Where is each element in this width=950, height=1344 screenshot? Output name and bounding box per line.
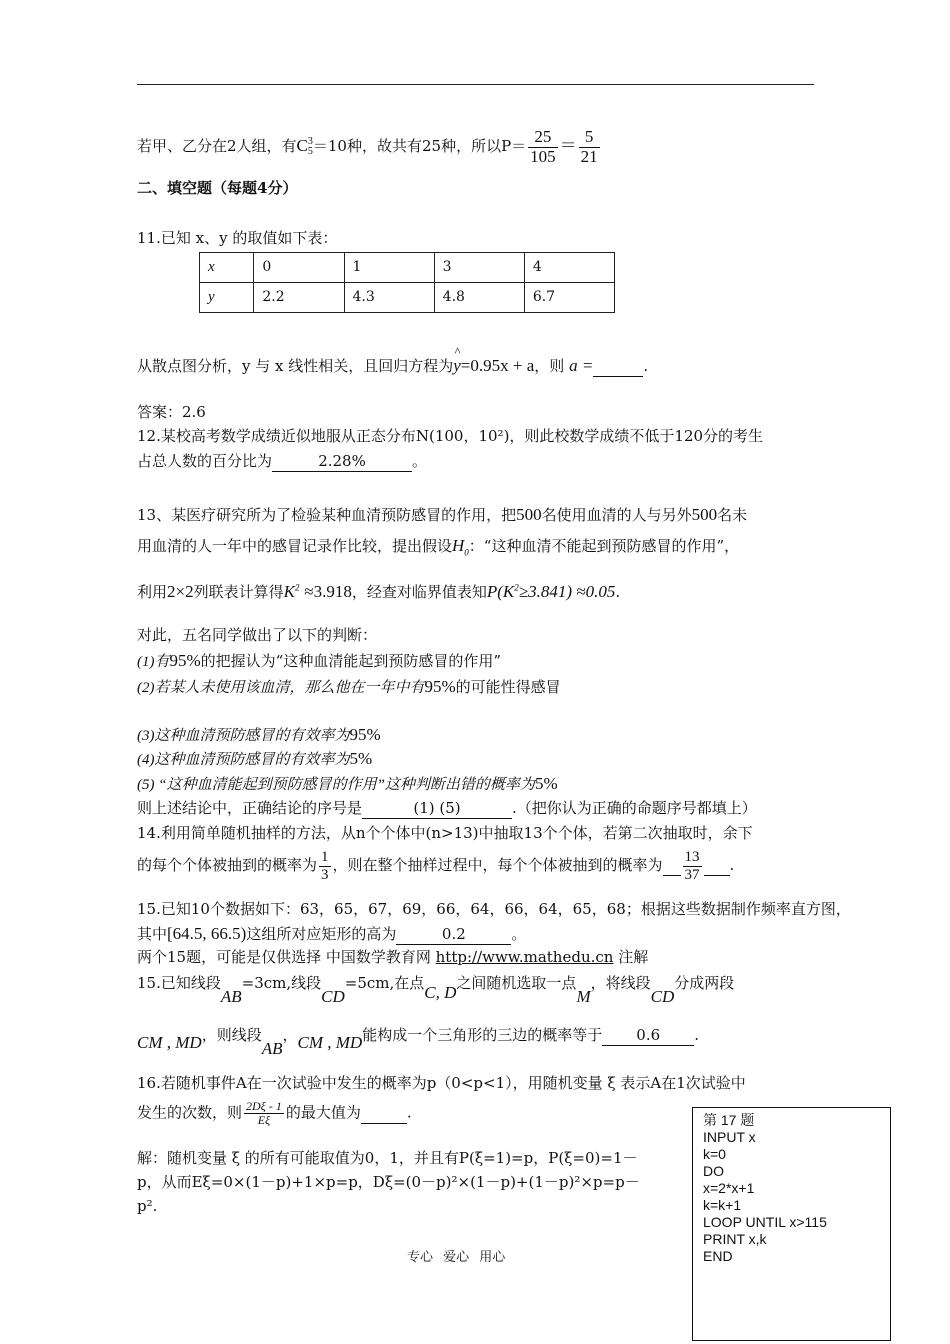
text: 。 [412,452,428,470]
fraction-13-37: $\frac{13}{37}$ [684,849,700,883]
code-line: k=k+1 [703,1197,742,1213]
percent: 95% [169,651,201,670]
q11-stem: 11.已知 x、y 的取值如下表： [137,229,338,247]
q12-line1: 12.某校高考数学成绩近似地服从正态分布N(100，10²)，则此校数学成绩不低于120分的考生 [137,427,764,445]
q17-title: 第 17 题 [703,1112,755,1128]
text: ，经查对临界值表知 [351,583,487,601]
text: 两个15题，可能是仅供选择 中国数学教育网 [137,948,436,966]
answer-blank: 2.28% [272,451,412,472]
text: 其中 [137,925,168,943]
text: 的每个个体被抽到的概率为 [137,856,318,874]
answer-blank: 0.6 [602,1025,694,1046]
text: ，将线段 [590,974,651,992]
text: 能构成一个三角形的三边的概率等于 [362,1026,603,1044]
segment-ab: AB [220,987,242,1006]
q11-regression-line [137,344,649,378]
text: . [729,856,735,874]
number: 500 [691,505,718,524]
q15b-line1 [137,972,735,1006]
code-line: DO [703,1163,724,1179]
judgment-2 [137,676,561,699]
text: 之间随机选取一点 [456,974,577,992]
header-rule [137,84,814,85]
table-cell: x [200,253,254,283]
table-cell: 0 [254,253,344,283]
answer-blank [593,356,643,377]
q16-solution-3: p². [137,1197,158,1215]
mathedu-link[interactable]: http://www.mathedu.cn [435,948,614,966]
interval: [64.5, 66.5) [167,924,247,943]
percent: 95% [349,725,381,744]
prob-result-line [137,128,602,166]
table-cell: 4 [524,253,614,283]
table-cell: 2.2 [254,283,344,313]
answer-blank [361,1103,407,1124]
section-title: 二、填空题（每题4分） [137,179,298,197]
text: ， [282,1026,298,1044]
text: 这组所对应矩形的高为 [246,925,397,943]
text: (1)有 [137,654,170,670]
regression-equation: =0.95x + a [460,356,535,375]
q11-answer: 答案：2.6 [137,403,206,421]
judgment-5 [137,773,558,796]
percent: 5% [534,774,558,793]
q15b-line2 [137,1024,700,1058]
code-line: PRINT x,k [703,1231,767,1247]
segments-cm-md: CM , MD [137,1033,202,1052]
code-line: INPUT x [703,1129,756,1145]
y-hat: ^ y [453,344,461,375]
text: 用血清的人一年中的感冒记录作比较，提出假设 [137,537,453,555]
q15a-line1: 15.已知10个数据如下：63，65，67，69，66，64，66，64，65，68；根据这些数据制作频率直方图， [137,900,851,918]
table-row [200,253,615,283]
points-c-d: C, D [424,983,457,1002]
text: 15.已知线段 [137,974,221,992]
q13-intro: 对此，五名同学做出了以下的判断： [137,626,378,644]
q13-line3 [137,581,620,604]
a-equals: a = [569,356,594,375]
fraction-25-105: $\frac{25}{105}$ [530,127,556,166]
k2-value: ≈3.918 [304,582,352,601]
code-line: x=2*x+1 [703,1180,755,1196]
text: =3cm,线段 [241,974,322,992]
point-m: M [576,987,591,1006]
q16-line2 [137,1100,412,1127]
text: 若甲、乙分在2人组，有 [137,137,297,156]
segment-cd: CD [321,987,345,1006]
text: 利用 [137,583,168,601]
text: 注解 [613,948,649,966]
comb-symbol: C 3 5 [296,136,313,158]
answer-blank: 0.2 [396,924,511,945]
two-by-two: 2×2 [167,582,194,601]
answer-blank [704,855,730,876]
code-line: END [703,1248,733,1264]
text: 名未 [717,506,748,524]
text: ＝10种，故共有25种，所以P＝ [312,137,527,156]
table-cell: 4.3 [344,283,434,313]
text: 的最大值为 [285,1103,361,1122]
q14-line1: 14.利用简单随机抽样的方法，从n个个体中(n>13)中抽取13个个体，若第二次抽取时，余下 [137,824,753,842]
text: ，则 [534,357,565,375]
table-cell: 4.8 [434,283,524,313]
text: 则上述结论中，正确结论的序号是 [137,799,363,817]
page-footer: 专心 爱心 用心 [407,1250,506,1265]
segment-cd: CD [650,987,675,1006]
text: (3)这种血清预防感冒的有效率为 [137,728,350,744]
note-line [137,947,648,967]
answer-blank [663,855,681,876]
q13-conclusion [137,798,757,819]
table-cell: y [200,283,254,313]
judgment-3 [137,724,381,747]
q13-line2 [137,535,739,559]
text: . [406,1103,412,1122]
text: (2)若某人未使用该血清，那么他在一年中有 [137,680,425,696]
table-cell: 1 [344,253,434,283]
text: 占总人数的百分比为 [137,452,273,470]
text: 。 [511,925,527,943]
text: . [694,1026,700,1044]
text: 分成两段 [674,974,735,992]
table-cell: 3 [434,253,524,283]
table-row [200,283,615,313]
percent: 95% [424,677,456,696]
p-expression: $P(K^2\ge 3.841) \approx 0.05$ [486,582,616,601]
k2-symbol: $K^2$ [283,582,300,601]
q16-solution-1: 解：随机变量 ξ 的所有可能取值为0，1，并且有P(ξ=1)=p，P(ξ=0)=1－ [137,1149,638,1167]
fraction-2dxi-1-over-exi: $\frac{2D\xi - 1}{E\xi}$ [246,1099,282,1128]
segment-ab: AB [261,1039,283,1058]
q17-code-box [692,1107,891,1341]
q12-line2 [137,451,427,472]
text: ：“这种血清不能起到预防感冒的作用”， [468,537,740,555]
code-line: LOOP UNTIL x>115 [703,1214,827,1230]
q14-line2 [137,849,734,883]
text: . [643,357,649,375]
q13-line1 [137,504,747,527]
answer-blank: (1) (5) [362,798,512,819]
text: 从散点图分析，y 与 x 线性相关，且回归方程为 [137,357,454,375]
q15a-line2 [137,923,526,946]
judgment-4 [137,748,372,771]
h0-symbol: $H_0$ [452,536,469,558]
q16-solution-2: p，从而Eξ=0×(1－p)+1×p=p，Dξ=(0－p)²×(1－p)+(1－p)²×p=p－ [137,1173,640,1191]
text: 13、某医疗研究所为了检验某种血清预防感冒的作用，把 [137,506,517,524]
text: 的可能性得感冒 [455,678,561,696]
text: ，则线段 [201,1026,262,1044]
text: (5) “这种血清能起到预防感冒的作用”这种判断出错的概率为 [137,777,535,793]
table-cell: 6.7 [524,283,614,313]
text: .（把你认为正确的命题序号都填上） [512,799,757,817]
equals: ＝ [559,136,577,156]
number: 500 [516,505,542,524]
text: 列联表计算得 [193,583,284,601]
text: 发生的次数，则 [137,1103,243,1122]
percent: 5% [349,749,373,768]
segments-cm-md: CM , MD [297,1033,363,1052]
judgment-1 [137,650,501,673]
text: 的把握认为“这种血清能起到预防感冒的作用” [200,652,502,670]
q16-line1: 16.若随机事件A在一次试验中发生的概率为p（0<p<1），用随机变量 ξ 表示A在1次试验中 [137,1074,746,1092]
text: 名使用血清的人与另外 [541,506,692,524]
text: . [615,583,621,601]
code-line: k=0 [703,1146,726,1162]
fraction-1-3: $\frac{1}{3}$ [321,849,329,883]
text: =5cm,在点 [344,974,425,992]
text: ，则在整个抽样过程中，每个个体被抽到的概率为 [332,856,663,874]
fraction-5-21: $\frac{5}{21}$ [580,127,598,166]
xy-table [199,252,615,313]
text: (4)这种血清预防感冒的有效率为 [137,752,350,768]
